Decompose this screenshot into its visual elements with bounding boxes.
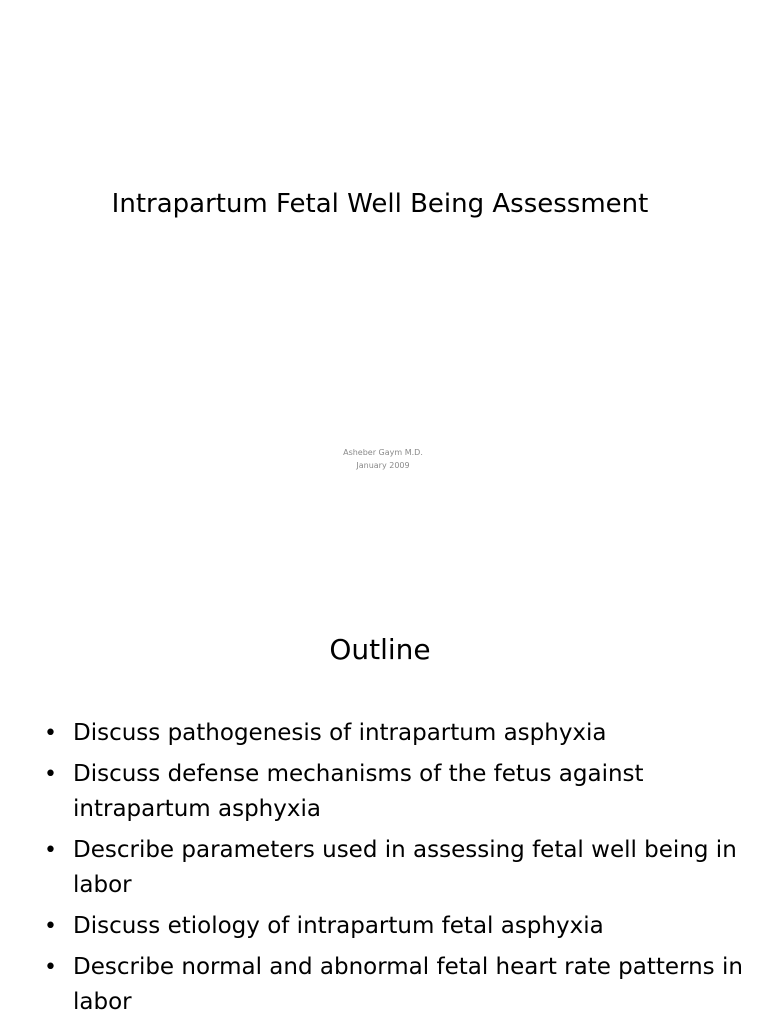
list-item-text: Discuss pathogenesis of intrapartum asphyxia: [73, 720, 607, 746]
list-item: [44, 833, 744, 903]
list-item-text: Discuss defense mechanisms of the fetus against intrapartum asphyxia: [73, 761, 644, 822]
list-item: [44, 909, 744, 944]
bullet-icon: •: [44, 762, 57, 787]
list-item: [44, 950, 744, 1020]
presentation-title: Intrapartum Fetal Well Being Assessment: [111, 189, 649, 219]
outline-title: Outline: [329, 633, 431, 666]
outline-slide: [0, 576, 768, 1024]
author-name: Asheber Gaym M.D.: [343, 448, 423, 457]
list-item: [44, 757, 744, 827]
bullet-icon: •: [44, 955, 57, 980]
list-item-text: Describe normal and abnormal fetal heart rate patterns in labor: [73, 954, 743, 1015]
bullet-icon: •: [44, 721, 57, 746]
list-item-text: Describe parameters used in assessing fetal well being in labor: [73, 837, 737, 898]
author-block: [0, 446, 766, 472]
outline-list: [44, 716, 744, 1026]
presentation-date: January 2009: [356, 461, 410, 470]
bullet-icon: •: [44, 838, 57, 863]
list-item: [44, 716, 744, 751]
bullet-icon: •: [44, 914, 57, 939]
list-item-text: Discuss etiology of intrapartum fetal asphyxia: [73, 913, 604, 939]
